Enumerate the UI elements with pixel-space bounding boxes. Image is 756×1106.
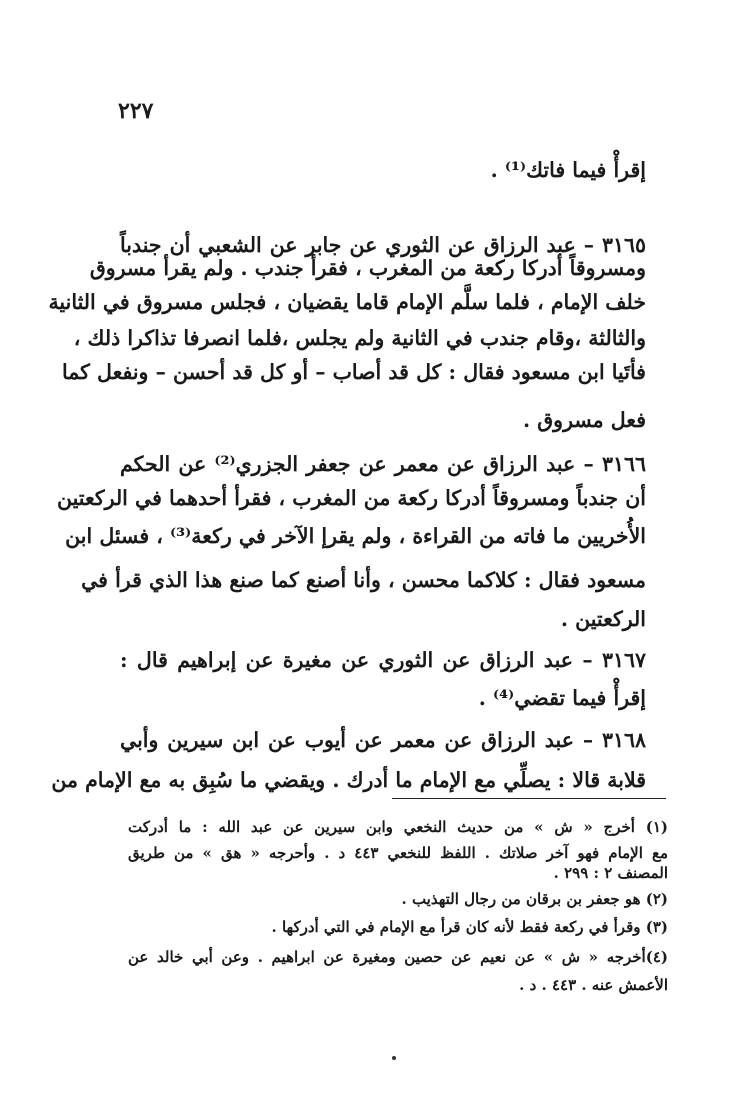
body-line: مسعود فقال : كلاكما محسن ، وأنا أصنع كما صنع هذا الذي قرأ في [81, 568, 646, 592]
page-number: ٢٢٧ [118, 98, 154, 124]
footnote-line: (٣) وقرأ في ركعة فقط لأنه كان قرأ مع الإمام في التي أدركها . [271, 918, 668, 936]
page-speck [392, 1056, 396, 1060]
body-line: ٣١٦٨ – عبد الرزاق عن معمر عن أيوب عن ابن سيرين وأبي [120, 728, 646, 752]
body-line: ومسروقاً أدركا ركعة من المغرب ، فقرأ جندب . ولم يقرأ مسروق [89, 256, 646, 280]
body-line: قلابة قالا : يصلِّي مع الإمام ما أدرك . ويقضي ما سُبِق به مع الإمام من [51, 768, 646, 792]
footnote-divider [392, 798, 666, 799]
footnote-line: المصنف ٢ : ٢٩٩ . [553, 864, 668, 882]
footnote-line: (٤)أخرجه « ش » عن نعيم عن حصين ومغيرة عن ابراهيم . وعن أبي خالد عن [128, 948, 668, 966]
body-line: ٣١٦٦ – عبد الرزاق عن معمر عن جعفر الجزري⁽²⁾ عن الحكم [120, 452, 647, 476]
footnote-line: مع الإمام فهو آخر صلاتك . اللفظ للنخعي ٤٤٣ د . وأحرجه « هق » من طريق [128, 844, 668, 862]
body-line: فأتَيا ابن مسعود فقال : كل قد أصاب – أو كل قد أحسن – ونفعل كما [62, 360, 646, 384]
body-line: ٣١٦٧ – عبد الرزاق عن الثوري عن مغيرة عن إبراهيم قال : [120, 648, 646, 672]
body-line: الأُخريين ما فاته من القراءة ، ولم يقرإ الآخر في ركعة⁽³⁾ ، فسئل ابن [65, 524, 646, 548]
body-line: والثالثة ،وقام جندب في الثانية ولم يجلس ،فلما انصرفا تذاكرا ذلك ، [73, 326, 646, 350]
body-line: فعل مسروق . [522, 408, 646, 432]
body-line: خلف الإمام ، فلما سلَّم الإمام قاما يقضيان ، فجلس مسروق في الثانية [48, 290, 646, 314]
body-line: أن جندباً ومسروقاً أدركا ركعة من المغرب ، فقرأ أحدهما في الركعتين [57, 486, 646, 510]
body-line: إقرأْ فيما فاتك⁽¹⁾ . [490, 158, 646, 182]
footnote-line: (١) أخرج « ش » من حديث النخعي وابن سيرين عن عبد الله : ما أدركت [128, 818, 668, 836]
footnote-line: الأعمش عنه . ٤٤٣ . د . [519, 976, 668, 994]
body-line: إقرأْ فيما تقضي⁽⁴⁾ . [478, 686, 646, 710]
footnote-line: (٢) هو جعفر بن برقان من رجال التهذيب . [401, 890, 668, 908]
body-line: ٣١٦٥ – عبد الرزاق عن الثوري عن جابر عن الشعبي أن جندباً [120, 233, 646, 257]
body-line: الركعتين . [560, 607, 646, 631]
